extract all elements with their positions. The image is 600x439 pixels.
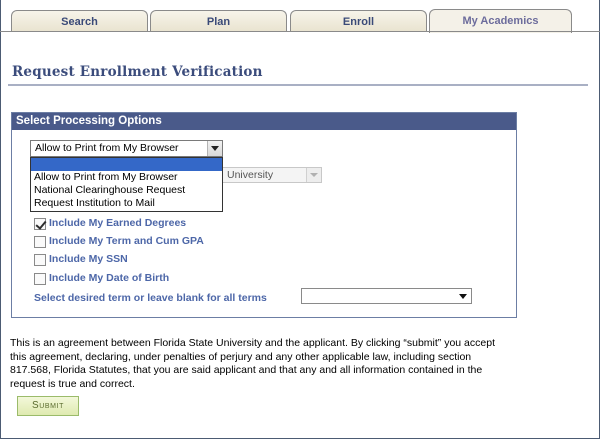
- institution-select[interactable]: [222, 167, 322, 183]
- tab-bar: [0, 0, 600, 32]
- dob-label[interactable]: Include My Date of Birth: [49, 272, 170, 284]
- dropdown-option-clearinghouse[interactable]: National Clearinghouse Request: [34, 184, 186, 196]
- ssn-label[interactable]: Include My SSN: [49, 253, 128, 265]
- chevron-down-icon: [306, 168, 321, 182]
- agreement-text: This is an agreement between Florida State University and the applicant. By clicking “submit” you accept this agreement, declaring, under penalties of perjury and any other applicable law, including section 817.568, Florida Statutes, that you are said applicant and that any and all information contained in the request is true and correct.: [10, 337, 495, 390]
- page-title: Request Enrollment Verification: [12, 64, 263, 80]
- group-header: Select Processing Options: [12, 113, 516, 130]
- gpa-label[interactable]: Include My Term and Cum GPA: [49, 235, 204, 247]
- processing-option-value: Allow to Print from My Browser: [35, 142, 179, 154]
- ssn-checkbox[interactable]: [34, 254, 46, 266]
- submit-button[interactable]: Submit: [17, 396, 79, 416]
- institution-select-value: University: [227, 169, 274, 181]
- dropdown-option-mail[interactable]: Request Institution to Mail: [34, 197, 155, 209]
- processing-option-select[interactable]: [30, 140, 223, 157]
- chevron-down-icon[interactable]: [207, 141, 222, 156]
- dob-checkbox[interactable]: [34, 273, 46, 285]
- tab-underline: [0, 31, 600, 32]
- dropdown-option-blank[interactable]: [31, 158, 222, 171]
- dropdown-option-print[interactable]: Allow to Print from My Browser: [34, 171, 178, 183]
- tab-enroll[interactable]: Enroll: [290, 10, 427, 32]
- earned-degrees-label[interactable]: Include My Earned Degrees: [49, 217, 187, 229]
- tab-search[interactable]: Search: [11, 10, 148, 32]
- processing-option-dropdown: [30, 157, 223, 212]
- term-label: Select desired term or leave blank for all terms: [34, 292, 267, 304]
- tab-my-academics[interactable]: My Academics: [429, 9, 572, 33]
- earned-degrees-checkbox[interactable]: [34, 218, 46, 230]
- tab-plan[interactable]: Plan: [150, 10, 287, 32]
- term-select[interactable]: [301, 288, 472, 304]
- gpa-checkbox[interactable]: [34, 236, 46, 248]
- title-divider: [8, 84, 588, 86]
